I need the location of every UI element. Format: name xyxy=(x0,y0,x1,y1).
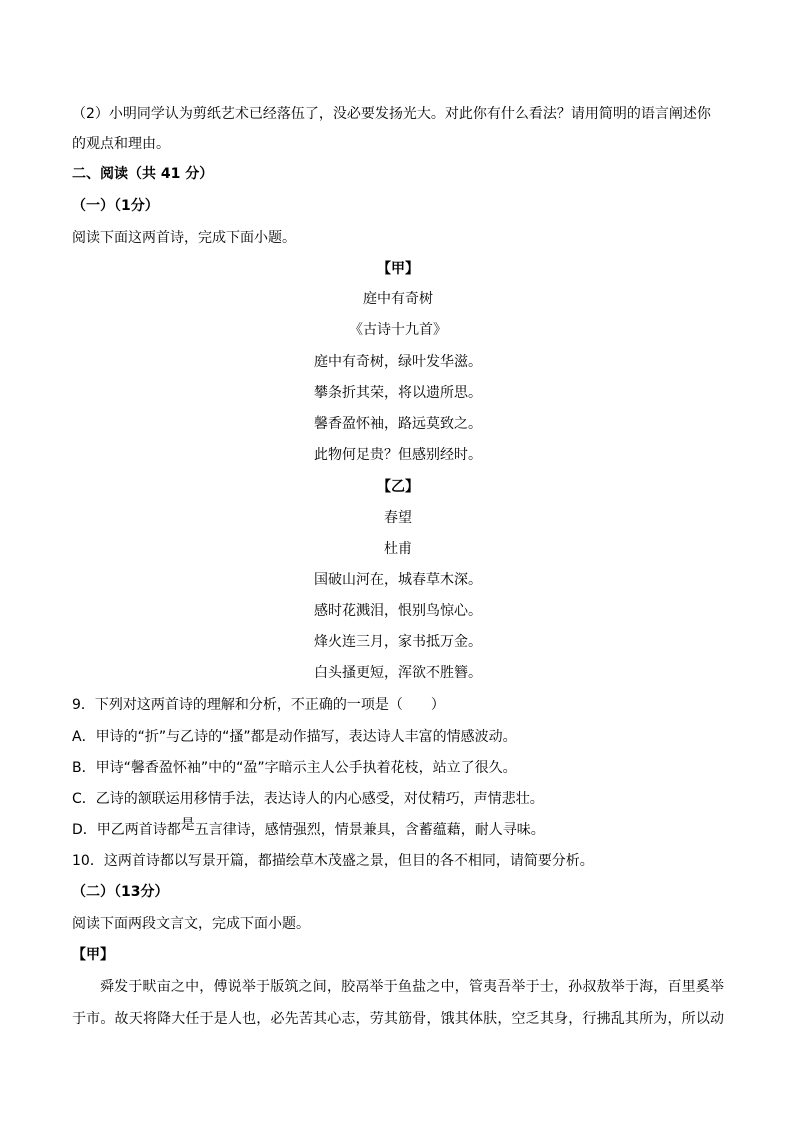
question-9-stem: 9．下列对这两首诗的理解和分析，不正确的一项是（ ） xyxy=(72,697,445,713)
question-9-option-a: A．甲诗的“折”与乙诗的“搔”都是动作描写，表达诗人丰富的情感波动。 xyxy=(72,729,517,745)
poem-a-line: 馨香盈怀袖，路远莫致之。 xyxy=(314,416,482,432)
poem-a-tag: 【甲】 xyxy=(377,261,419,277)
part-1-heading: （一）（1分） xyxy=(72,198,159,214)
passage-a-line-1: 舜发于畎亩之中，傅说举于版筑之间，胶鬲举于鱼盐之中，管夷吾举于士，孙叔敖举于海，百里奚举 xyxy=(100,979,724,995)
passage-a-line-2: 于市。故天将降大任于是人也，必先苦其心志，劳其筋骨，饿其体肤，空乏其身，行拂乱其所为，所以动 xyxy=(72,1011,724,1027)
question-2-line-1: （2）小明同学认为剪纸艺术已经落伍了，没必要发扬光大。对此你有什么看法？请用简明的语言阐述你 xyxy=(72,106,711,122)
passage-a-tag: 【甲】 xyxy=(72,947,114,963)
option-d-raised-char: 是 xyxy=(180,817,195,833)
poem-b-tag: 【乙】 xyxy=(377,479,419,495)
question-2-line-2: 的观点和理由。 xyxy=(72,136,170,152)
poem-a-source: 《古诗十九首》 xyxy=(349,322,447,338)
poem-b-line: 国破山河在，城春草木深。 xyxy=(314,572,482,588)
option-d-text-end: 五言律诗，感情强烈，情景兼具，含蓄蕴藉，耐人寻味。 xyxy=(194,822,545,838)
part-2-intro: 阅读下面两段文言文，完成下面小题。 xyxy=(72,916,310,932)
question-9-option-c: C．乙诗的颔联运用移情手法，表达诗人的内心感受，对仗精巧，声情悲壮。 xyxy=(72,791,544,807)
part-1-intro: 阅读下面这两首诗，完成下面小题。 xyxy=(72,230,296,246)
poem-a-line: 此物何足贵？但感别经时。 xyxy=(314,447,482,463)
poem-b-line: 白头搔更短，浑欲不胜簪。 xyxy=(314,665,482,681)
poem-b-title: 春望 xyxy=(384,510,412,526)
question-9-option-d xyxy=(72,817,724,840)
option-d-text-start: D．甲乙两首诗都 xyxy=(72,822,181,838)
poem-b-line: 感时花溅泪，恨别鸟惊心。 xyxy=(314,603,482,619)
question-9-option-b: B．甲诗“馨香盈怀袖”中的“盈”字暗示主人公手执着花枝，站立了很久。 xyxy=(72,760,517,776)
poem-a-line: 攀条折其荣，将以遗所思。 xyxy=(314,385,482,401)
poem-a-title: 庭中有奇树 xyxy=(363,291,433,307)
poem-b-line: 烽火连三月，家书抵万金。 xyxy=(314,634,482,650)
poem-b-author: 杜甫 xyxy=(384,541,412,557)
section-heading-reading: 二、阅读（共 41 分） xyxy=(72,166,214,182)
question-10-stem: 10．这两首诗都以写景开篇，都描绘草木茂盛之景，但目的各不相同，请简要分析。 xyxy=(72,853,594,869)
part-2-heading: （二）（13分） xyxy=(72,884,169,900)
poem-a-line: 庭中有奇树，绿叶发华滋。 xyxy=(314,354,482,370)
